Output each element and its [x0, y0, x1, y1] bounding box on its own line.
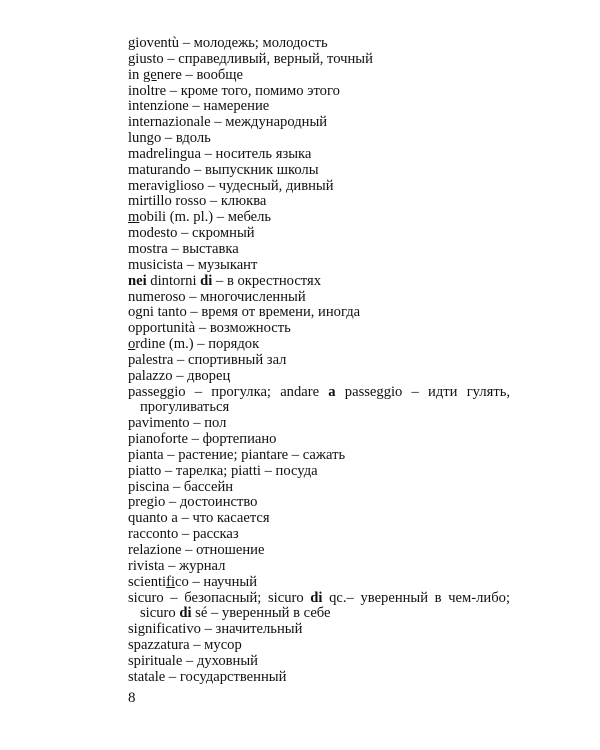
vocabulary-entry	[128, 353, 510, 369]
vocabulary-entry	[128, 543, 510, 559]
vocabulary-entry	[128, 147, 510, 163]
entry-text: numeroso – многочисленный	[128, 288, 306, 305]
vocabulary-entry	[128, 448, 510, 464]
vocabulary-entry	[128, 591, 510, 623]
vocabulary-entry	[128, 305, 510, 321]
entry-text: nere – вообще	[156, 66, 244, 83]
entry-text: piatto – тарелка; piatti – посуда	[128, 462, 318, 479]
entry-text: pianta – растение; piantare – сажать	[128, 446, 346, 463]
vocabulary-entry	[128, 274, 510, 290]
vocabulary-entry	[128, 670, 510, 686]
vocabulary-entry	[128, 480, 510, 496]
entry-text: musicista – музыкант	[128, 256, 258, 273]
entry-text: quanto a – что касается	[128, 510, 270, 527]
entry-text: palazzo – дворец	[128, 367, 231, 384]
vocabulary-entry	[128, 36, 510, 52]
entry-text: racconto – рассказ	[128, 526, 239, 543]
vocabulary-entry	[128, 527, 510, 543]
entry-text: meraviglioso – чудесный, дивный	[128, 177, 334, 194]
entry-text: rdine (m.) – порядок	[135, 336, 260, 353]
entry-text: nei	[128, 272, 147, 289]
vocabulary-entry	[128, 179, 510, 195]
entry-text: rivista – журнал	[128, 557, 226, 574]
vocabulary-entry	[128, 290, 510, 306]
entry-text: passeggio – прогулка; andare	[128, 383, 329, 400]
entry-text: intenzione – намерение	[128, 98, 270, 115]
entry-text: spazzatura – мусор	[128, 637, 242, 654]
entry-text: co – научный	[175, 573, 258, 590]
vocabulary-entry	[128, 385, 510, 417]
entry-text: passeggio – идти гулять, прогуливаться	[140, 383, 511, 416]
entry-text: dintorni	[146, 272, 201, 289]
entry-text: inoltre – кроме того, помимо этого	[128, 82, 340, 99]
vocabulary-entry	[128, 622, 510, 638]
vocabulary-entry	[128, 99, 510, 115]
entry-text: m	[128, 209, 140, 226]
vocabulary-entry	[128, 559, 510, 575]
entry-text: piscina – бассейн	[128, 478, 234, 495]
vocabulary-entry	[128, 68, 510, 84]
vocabulary-entry	[128, 369, 510, 385]
entry-text: in	[128, 66, 143, 83]
entry-text: scienti	[128, 573, 167, 590]
entry-text: ge	[143, 66, 157, 83]
vocabulary-entry	[128, 210, 510, 226]
vocabulary-entry	[128, 131, 510, 147]
entry-text: significativo – значительный	[128, 621, 303, 638]
entry-text: pianoforte – фортепиано	[128, 431, 277, 448]
entry-text: madrelingua – носитель языка	[128, 145, 312, 162]
vocabulary-entry	[128, 115, 510, 131]
entry-text: ogni tanto – время от времени, иногда	[128, 304, 361, 321]
entry-text: opportunità – возможность	[128, 320, 291, 337]
entry-text: relazione – отношение	[128, 542, 265, 558]
entry-text: spirituale – духовный	[128, 652, 258, 669]
vocabulary-entry	[128, 432, 510, 448]
entry-text: mostra – выставка	[128, 240, 239, 257]
entry-text: – в окрестностях	[212, 272, 321, 289]
entry-text: pavimento – пол	[128, 415, 227, 432]
entry-text: qc.– уверенный в чем-либо; sicuro	[140, 589, 510, 622]
entry-text: gioventù – молодежь; молодость	[128, 35, 328, 51]
entry-text: maturando – выпускник школы	[128, 161, 319, 178]
page-number: 8	[128, 690, 136, 706]
vocabulary-entry	[128, 194, 510, 210]
vocabulary-entry	[128, 654, 510, 670]
vocabulary-entry	[128, 52, 510, 68]
vocabulary-entry	[128, 575, 510, 591]
vocabulary-entry	[128, 638, 510, 654]
entry-text: giusto – справедливый, верный, точный	[128, 50, 373, 67]
entry-text: sé – уверенный в себе	[191, 605, 331, 622]
vocabulary-entry	[128, 84, 510, 100]
entry-text: di	[179, 605, 192, 622]
vocabulary-entry	[128, 321, 510, 337]
entry-text: a	[328, 383, 336, 400]
entry-text: internazionale – международный	[128, 114, 328, 131]
entry-text: di	[200, 272, 213, 289]
vocabulary-entry	[128, 511, 510, 527]
entry-text: fi	[166, 573, 176, 590]
entry-text: lungo – вдоль	[128, 130, 211, 147]
entry-text: mirtillo rosso – клюква	[128, 193, 267, 210]
vocabulary-list	[128, 36, 510, 686]
entry-text: statale – государственный	[128, 668, 287, 685]
vocabulary-entry	[128, 258, 510, 274]
vocabulary-entry	[128, 337, 510, 353]
vocabulary-entry	[128, 416, 510, 432]
vocabulary-entry	[128, 242, 510, 258]
entry-text: o	[128, 336, 136, 353]
entry-text: sicuro – безопасный; sicuro	[128, 589, 311, 606]
entry-text: obili (m. pl.) – мебель	[139, 209, 272, 226]
entry-text: modesto – скромный	[128, 225, 255, 242]
vocabulary-entry	[128, 226, 510, 242]
entry-text: pregio – достоинство	[128, 494, 258, 511]
vocabulary-entry	[128, 163, 510, 179]
vocabulary-entry	[128, 464, 510, 480]
entry-text: di	[310, 589, 323, 606]
vocabulary-entry	[128, 495, 510, 511]
entry-text: palestra – спортивный зал	[128, 351, 287, 368]
